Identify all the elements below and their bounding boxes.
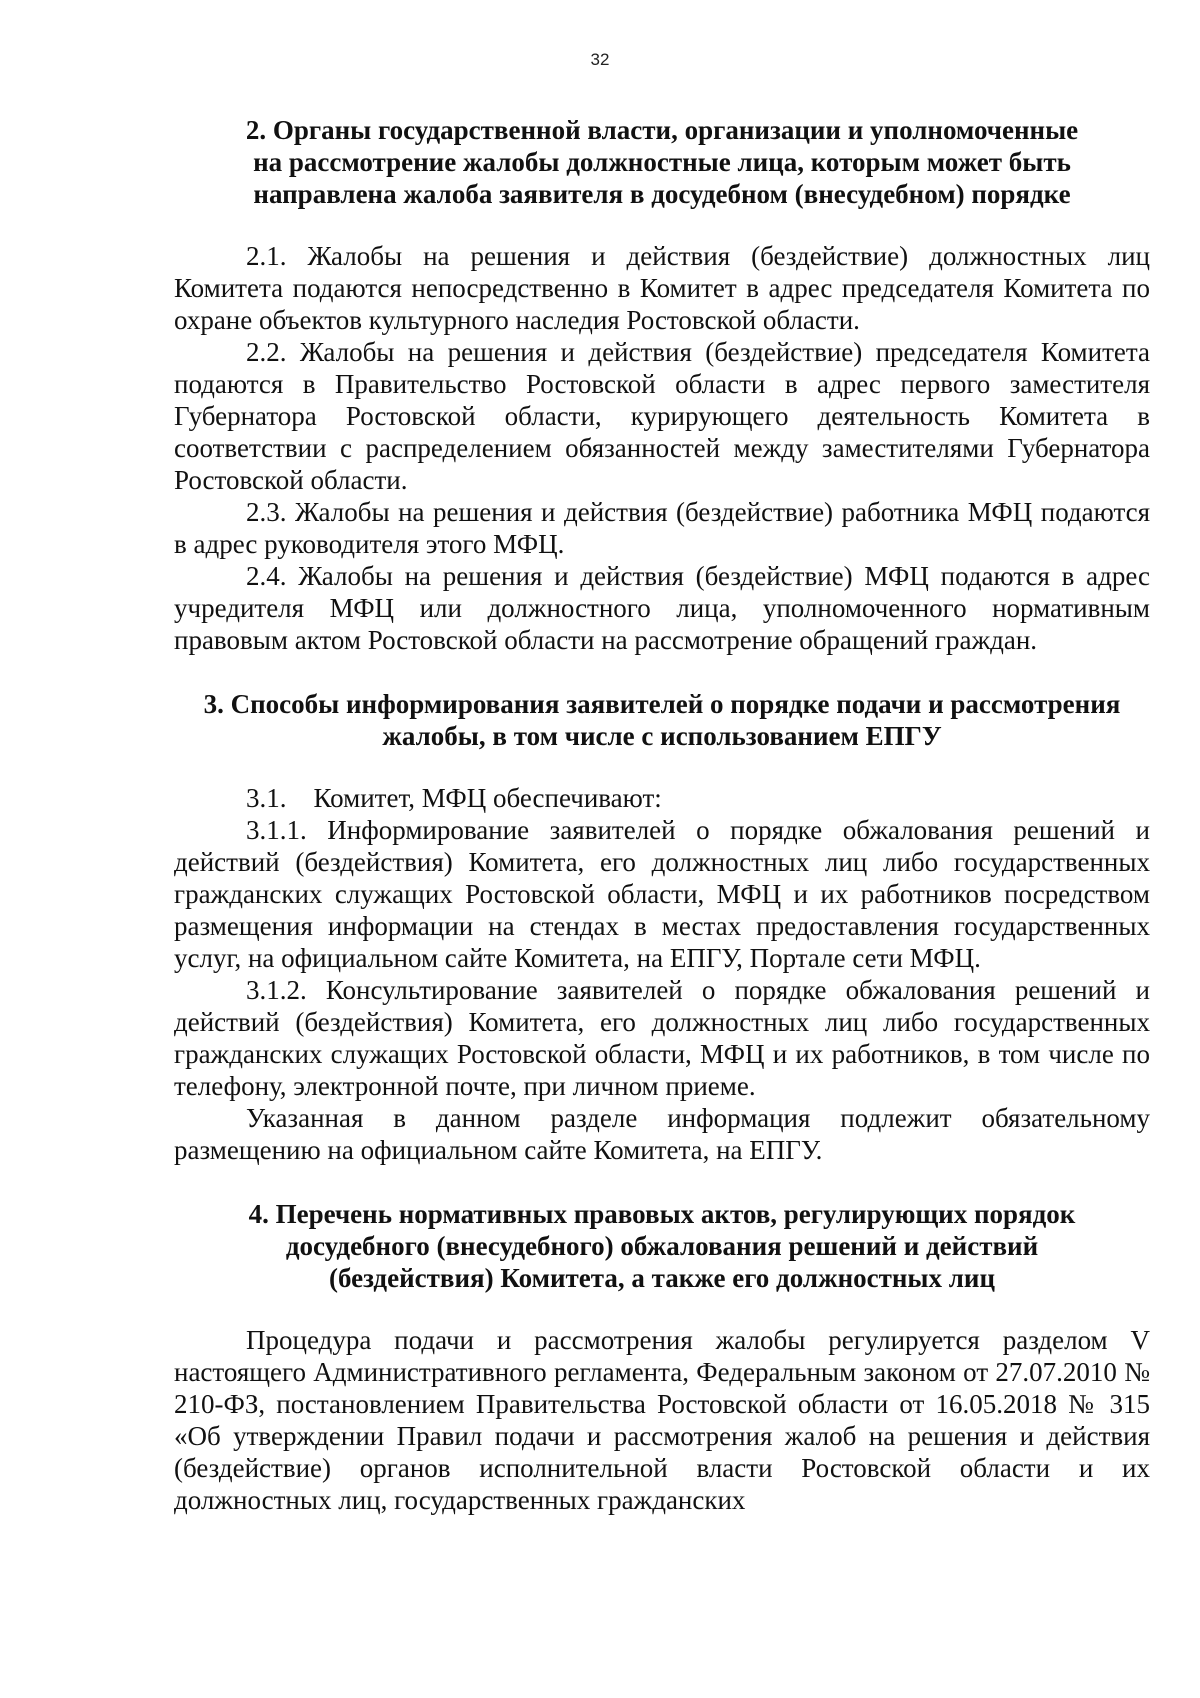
section-4-heading [174,1198,1150,1294]
section-2 [174,114,1150,656]
heading-line: досудебного (внесудебного) обжалования решений и действий [285,1231,1039,1261]
heading-line: на рассмотрение жалобы должностные лица, которым может быть [253,147,1071,177]
heading-line: направлена жалоба заявителя в досудебном (внесудебном) порядке [253,179,1071,209]
section-2-heading [174,114,1150,210]
paragraph-3-1-2: 3.1.2. Консультирование заявителей о порядке обжалования решений и действий (бездействия) Комитета, его должностных лиц либо государственных гражданских служащих Ростовской области, МФЦ и их работников, в том числе по телефону, электронной почте, при личном приеме. [174,975,1150,1101]
section-4 [174,1198,1150,1516]
heading-line: 4. Перечень нормативных правовых актов, регулирующих порядок [248,1199,1076,1229]
paragraph-4-procedure: Процедура подачи и рассмотрения жалобы регулируется разделом V настоящего Административного регламента, Федеральным законом от 27.07.2010 № 210-ФЗ, постановлением Правительства Ростовской области от 16.05.2018 № 315 «Об утверждении Правил подачи и рассмотрения жалоб на решения и действия (бездействие) органов исполнительной власти Ростовской области и их должностных лиц, государственных гражданских [174,1325,1150,1515]
heading-line: (бездействия) Комитета, а также его должностных лиц [328,1263,996,1293]
paragraph-3-1: 3.1. Комитет, МФЦ обеспечивают: [246,783,662,813]
paragraph-3-note: Указанная в данном разделе информация подлежит обязательному размещению на официальном сайте Комитета, на ЕПГУ. [174,1103,1150,1165]
paragraph-2-4: 2.4. Жалобы на решения и действия (бездействие) МФЦ подаются в адрес учредителя МФЦ или должностного лица, уполномоченного нормативным правовым актом Ростовской области на рассмотрение обращений граждан. [174,561,1150,655]
paragraph-2-3: 2.3. Жалобы на решения и действия (бездействие) работника МФЦ подаются в адрес руководителя этого МФЦ. [174,497,1150,559]
paragraph-2-1: 2.1. Жалобы на решения и действия (бездействие) должностных лиц Комитета подаются непосредственно в Комитет в адрес председателя Комитета по охране объектов культурного наследия Ростовской области. [174,241,1150,335]
heading-line: 3. Способы информирования заявителей о порядке подачи и рассмотрения [203,689,1121,719]
document-body [174,114,1150,1516]
paragraph-3-1-1: 3.1.1. Информирование заявителей о порядке обжалования решений и действий (бездействия) Комитета, его должностных лиц либо государственных гражданских служащих Ростовской области, МФЦ и их работников посредством размещения информации на стендах в местах предоставления государственных услуг, на официальном сайте Комитета, на ЕПГУ, Портале сети МФЦ. [174,815,1150,973]
heading-line: 2. Органы государственной власти, организации и уполномоченные [245,115,1079,145]
page-number: 32 [590,50,610,69]
section-3 [174,688,1150,1166]
heading-line: жалобы, в том числе с использованием ЕПГУ [382,721,942,751]
paragraph-2-2: 2.2. Жалобы на решения и действия (бездействие) председателя Комитета подаются в Правительство Ростовской области в адрес первого заместителя Губернатора Ростовской области, курирующего деятельность Комитета в соответствии с распределением обязанностей между заместителями Губернатора Ростовской области. [174,337,1150,495]
section-3-heading [174,688,1150,752]
